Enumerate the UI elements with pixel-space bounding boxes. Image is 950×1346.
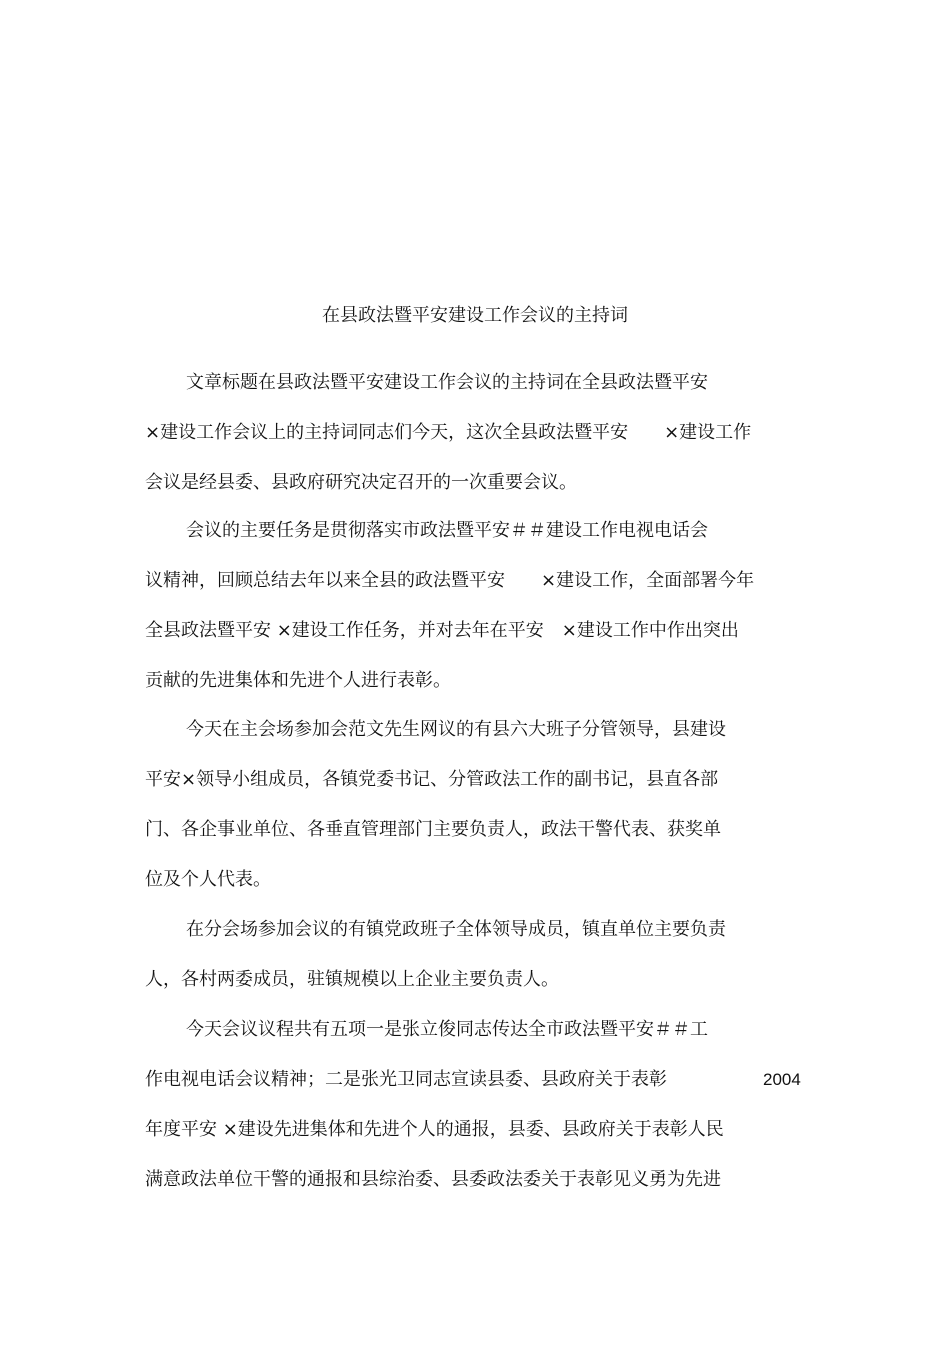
paragraph-line: 门、各企事业单位、各垂直管理部门主要负责人，政法干警代表、获奖单 (145, 819, 721, 840)
paragraph-line: 会议是经县委、县政府研究决定召开的一次重要会议。 (145, 472, 577, 493)
paragraph-line: 会议的主要任务是贯彻落实市政法暨平安＃＃建设工作电视电话会 (186, 520, 708, 541)
paragraph-line: ×建设工作会议上的主持词同志们今天，这次全县政法暨平安 ×建设工作 (145, 422, 752, 443)
paragraph-line: 在分会场参加会议的有镇党政班子全体领导成员，镇直单位主要负责 (186, 919, 726, 940)
paragraph-line: 满意政法单位干警的通报和县综治委、县委政法委关于表彰见义勇为先进 (145, 1169, 721, 1190)
paragraph-line: 今天会议议程共有五项一是张立俊同志传达全市政法暨平安＃＃工 (186, 1019, 708, 1040)
paragraph-line: 人，各村两委成员，驻镇规模以上企业主要负责人。 (145, 969, 559, 990)
paragraph-line: 位及个人代表。 (145, 869, 271, 890)
paragraph-line: 平安×领导小组成员，各镇党委书记、分管政法工作的副书记，县直各部 (145, 769, 719, 790)
paragraph-line: 作电视电话会议精神；二是张光卫同志宣读县委、县政府关于表彰 (145, 1069, 667, 1090)
paragraph-line: 今天在主会场参加会范文先生网议的有县六大班子分管领导，县建设 (186, 719, 726, 740)
paragraph-line: 年度平安 ×建设先进集体和先进个人的通报，县委、县政府关于表彰人民 (145, 1119, 724, 1140)
paragraph-line: 文章标题在县政法暨平安建设工作会议的主持词在全县政法暨平安 (186, 372, 708, 393)
paragraph-line: 全县政法暨平安 ×建设工作任务，并对去年在平安 ×建设工作中作出突出 (145, 620, 739, 641)
year-number: 2004 (763, 1070, 801, 1089)
paragraph-line: 贡献的先进集体和先进个人进行表彰。 (145, 670, 451, 691)
paragraph-line: 议精神，回顾总结去年以来全县的政法暨平安 ×建设工作，全面部署今年 (145, 570, 755, 591)
document-title: 在县政法暨平安建设工作会议的主持词 (322, 305, 628, 326)
